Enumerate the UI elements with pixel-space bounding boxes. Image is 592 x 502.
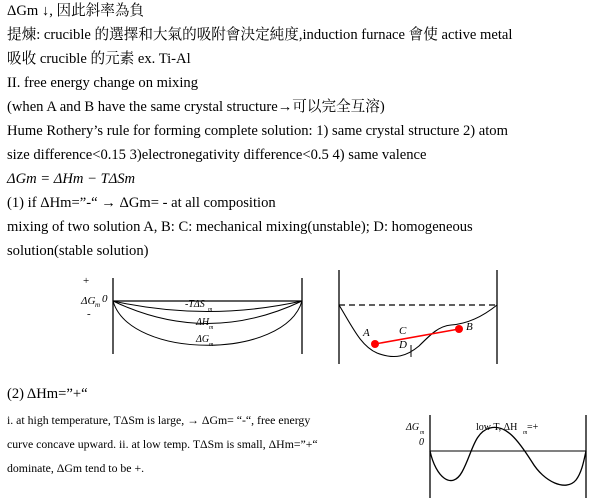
low-t-sign: =+ — [527, 422, 539, 433]
text-line-6: Hume Rothery’s rule for forming complete solution: 1) same crystal structure 2) atom — [7, 123, 508, 139]
label-d: D — [399, 339, 407, 351]
text-line-3: 吸收 crucible 的元素 ex. Ti-Al — [7, 51, 191, 67]
delta-g-subscript: m — [95, 301, 101, 309]
common-tangent-line — [375, 329, 459, 344]
minus-label: - — [87, 308, 91, 320]
point-b-dot — [455, 325, 463, 333]
tds-label: -TΔS — [185, 299, 205, 310]
small-line-3: dominate, ΔGm tend to be +. — [7, 461, 145, 475]
text-line-1: ΔGm ↓, 因此斜率為負 — [7, 3, 145, 19]
text-line-2: 提煉: crucible 的選擇和大氣的吸附會決定純度,induction furnace 會使 active metal — [7, 27, 513, 43]
low-t-subscript: m — [523, 430, 528, 436]
zero-label: 0 — [102, 293, 108, 305]
delta-g-subscript: m — [420, 430, 425, 436]
free-energy-curve — [430, 427, 586, 485]
label-c: C — [399, 325, 407, 337]
dh-label: ΔH — [196, 317, 210, 328]
free-energy-curves-figure — [75, 270, 305, 354]
dh-subscript: m — [209, 325, 214, 331]
delta-g-label: ΔG — [81, 295, 96, 307]
plus-label: + — [83, 275, 90, 287]
zero-label: 0 — [419, 437, 424, 448]
dg-curve-subscript: m — [209, 342, 214, 348]
equation-gibbs: ΔGm = ΔHm − TΔSm — [7, 171, 136, 187]
text-line-4: II. free energy change on mixing — [7, 75, 198, 91]
low-t-label: low T, ΔH — [476, 422, 518, 433]
text-line-10: mixing of two solution A, B: C: mechanical mixing(unstable); D: homogeneous — [7, 219, 473, 235]
label-a: A — [363, 327, 370, 339]
label-b: B — [466, 321, 473, 333]
text-line-12: (2) ΔHm=”+“ — [7, 386, 88, 402]
text-line-9: (1) if ΔHm=”-“ → ΔGm= - at all composition — [7, 195, 276, 211]
small-line-1: i. at high temperature, TΔSm is large, → ΔGm= “-“, free energy — [7, 413, 311, 427]
small-line-2: curve concave upward. ii. at low temp. TΔSm is small, ΔHm=”+“ — [7, 437, 318, 451]
point-a-dot — [371, 340, 379, 348]
text-line-5: (when A and B have the same crystal structure→可以完全互溶) — [7, 99, 385, 115]
tds-subscript: m — [208, 307, 213, 313]
low-temperature-curve-figure — [400, 410, 590, 500]
delta-g-label: ΔG — [406, 422, 420, 433]
text-line-11: solution(stable solution) — [7, 243, 149, 259]
text-line-7: size difference<0.15 3)electronegativity difference<0.5 4) same valence — [7, 147, 427, 163]
dg-curve-label: ΔG — [196, 334, 210, 345]
mixing-tangent-figure — [335, 268, 500, 368]
